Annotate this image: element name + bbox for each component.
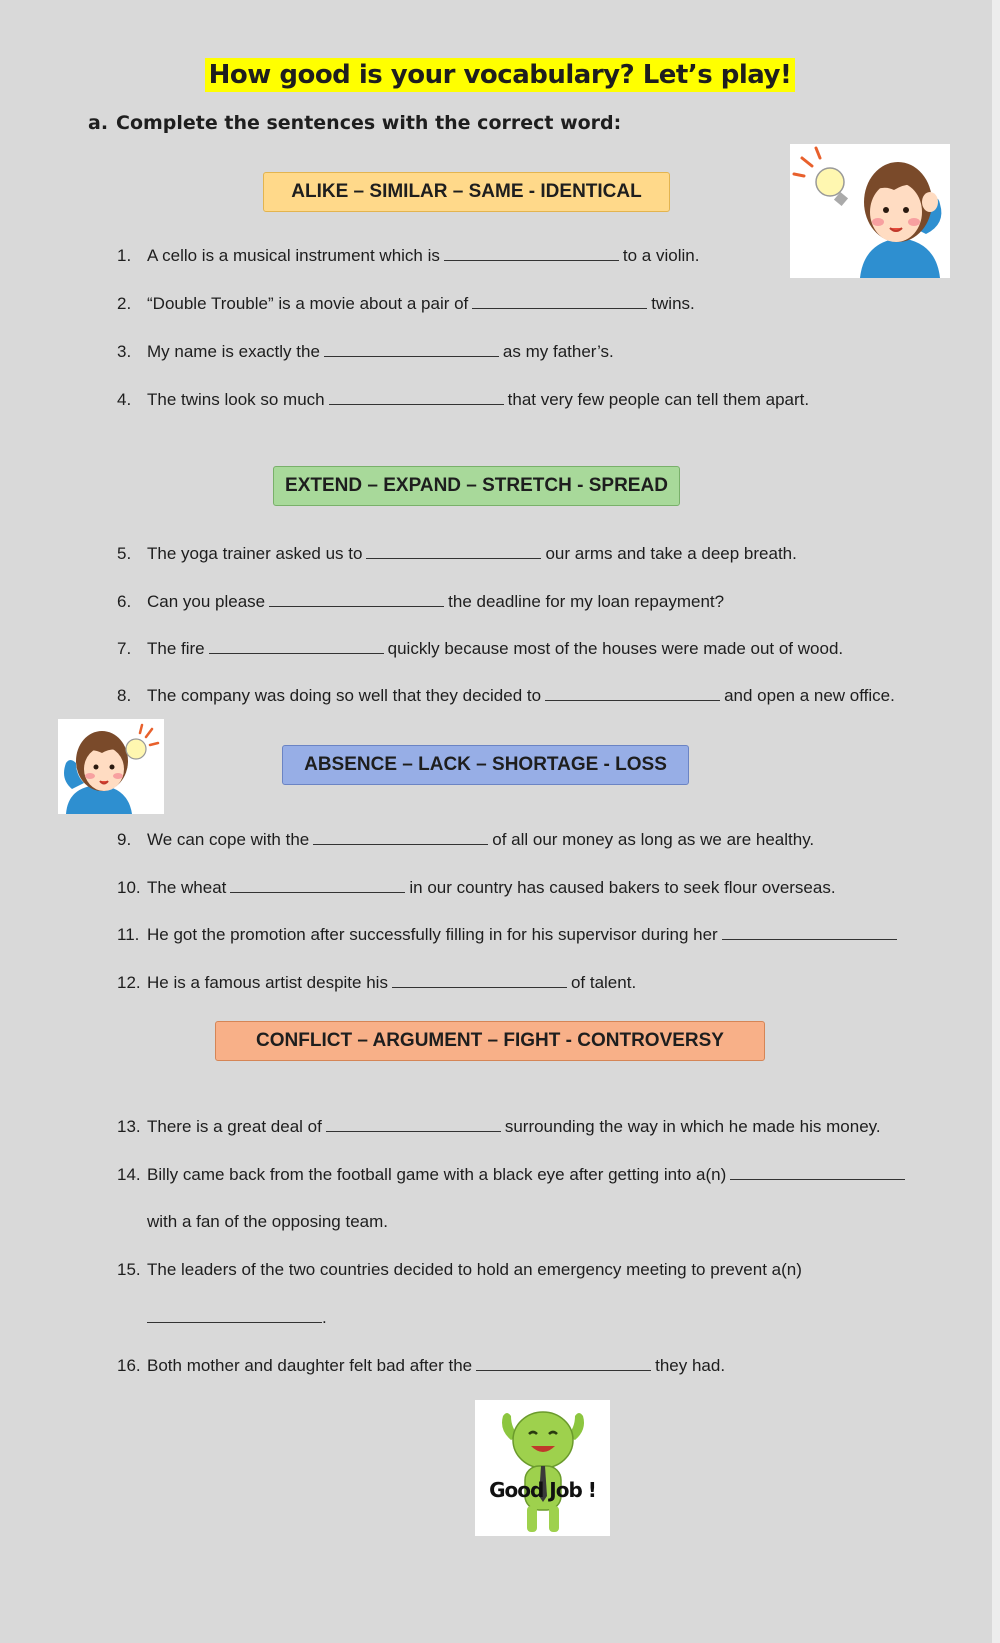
question-2 — [117, 294, 695, 314]
instruction — [88, 112, 621, 134]
question-text: My name is exactly the — [147, 342, 320, 361]
question-text: The wheat — [147, 878, 227, 897]
question-number: 4. — [117, 390, 132, 409]
question-text-after: twins. — [651, 294, 695, 313]
question-text: The fire — [147, 639, 205, 658]
question-number: 1. — [117, 246, 132, 265]
answer-blank[interactable] — [313, 830, 488, 845]
question-text: Both mother and daughter felt bad after the — [147, 1356, 473, 1375]
question-8 — [117, 686, 895, 706]
answer-blank[interactable] — [545, 686, 720, 701]
page-title — [0, 60, 1000, 90]
question-7 — [117, 639, 843, 659]
question-12 — [117, 973, 636, 993]
question-number: 5. — [117, 544, 132, 563]
question-text-after: the deadline for my loan repayment? — [448, 592, 725, 611]
question-15-continuation — [147, 1308, 327, 1328]
question-text: Billy came back from the football game with a black eye after getting into a(n) — [147, 1165, 727, 1184]
question-14-continuation: with a fan of the opposing team. — [147, 1212, 388, 1231]
lightbulb-icon — [816, 168, 844, 196]
question-15-end: . — [322, 1308, 327, 1327]
question-text: The twins look so much — [147, 390, 325, 409]
question-10 — [117, 878, 836, 898]
question-number: 12. — [117, 973, 141, 992]
title-text: How good is your vocabulary? Let’s play! — [205, 58, 796, 92]
instruction-text: Complete the sentences with the correct word: — [116, 112, 622, 134]
question-text-after: of talent. — [570, 973, 637, 992]
question-number: 13. — [117, 1117, 141, 1136]
word-box-extension: EXTEND – EXPAND – STRETCH - SPREAD — [273, 466, 680, 506]
question-text-after: to a violin. — [622, 246, 700, 265]
question-text: There is a great deal of — [147, 1117, 322, 1136]
question-text: The leaders of the two countries decided to hold an emergency meeting to prevent a(n) — [147, 1260, 802, 1279]
question-text-after: as my father’s. — [502, 342, 614, 361]
page-edge — [992, 0, 1000, 1643]
question-14 — [117, 1165, 909, 1185]
question-text: We can cope with the — [147, 830, 310, 849]
good-job-label: Good Job ! — [489, 1478, 596, 1502]
question-text: The yoga trainer asked us to — [147, 544, 363, 563]
question-number: 2. — [117, 294, 132, 313]
question-text: The company was doing so well that they decided to — [147, 686, 542, 705]
question-text: A cello is a musical instrument which is — [147, 246, 440, 265]
answer-blank[interactable] — [472, 294, 647, 309]
answer-blank[interactable] — [722, 925, 897, 940]
answer-blank[interactable] — [476, 1356, 651, 1371]
question-text-after: that very few people can tell them apart. — [507, 390, 810, 409]
question-number: 16. — [117, 1356, 141, 1375]
question-number: 6. — [117, 592, 132, 611]
question-text: He got the promotion after successfully filling in for his supervisor during her — [147, 925, 718, 944]
question-11 — [117, 925, 901, 945]
word-box-conflict: CONFLICT – ARGUMENT – FIGHT - CONTROVERSY — [215, 1021, 765, 1061]
question-number: 9. — [117, 830, 132, 849]
question-3 — [117, 342, 614, 362]
answer-blank[interactable] — [329, 390, 504, 405]
question-text-after: surrounding the way in which he made his money. — [504, 1117, 881, 1136]
question-text-after: of all our money as long as we are healthy. — [492, 830, 815, 849]
question-text: He is a famous artist despite his — [147, 973, 388, 992]
question-number: 8. — [117, 686, 132, 705]
question-number: 11. — [117, 925, 140, 944]
question-text: Can you please — [147, 592, 266, 611]
question-number: 3. — [117, 342, 132, 361]
question-9 — [117, 830, 814, 850]
lightbulb-icon — [126, 739, 146, 759]
question-4 — [117, 390, 809, 410]
word-box-similarity: ALIKE – SIMILAR – SAME - IDENTICAL — [263, 172, 670, 212]
question-text-after: in our country has caused bakers to seek flour overseas. — [409, 878, 836, 897]
question-text-after: our arms and take a deep breath. — [545, 544, 797, 563]
answer-blank[interactable] — [209, 639, 384, 654]
answer-blank[interactable] — [324, 342, 499, 357]
answer-blank[interactable] — [444, 246, 619, 261]
question-text-after: and open a new office. — [724, 686, 895, 705]
answer-blank[interactable] — [392, 973, 567, 988]
question-13 — [117, 1117, 881, 1137]
answer-blank[interactable] — [269, 592, 444, 607]
instruction-letter: a. — [88, 112, 109, 134]
thinking-girl-icon — [58, 719, 164, 814]
thinking-girl-icon — [790, 144, 950, 278]
question-text-after: they had. — [655, 1356, 726, 1375]
question-1 — [117, 246, 699, 266]
answer-blank[interactable] — [147, 1308, 322, 1323]
good-job-mascot-icon — [475, 1400, 610, 1536]
answer-blank[interactable] — [230, 878, 405, 893]
question-text: “Double Trouble” is a movie about a pair of — [147, 294, 469, 313]
question-number: 7. — [117, 639, 132, 658]
question-number: 15. — [117, 1260, 141, 1279]
word-box-absence: ABSENCE – LACK – SHORTAGE - LOSS — [282, 745, 689, 785]
question-16 — [117, 1356, 725, 1376]
answer-blank[interactable] — [366, 544, 541, 559]
question-5 — [117, 544, 797, 564]
question-number: 14. — [117, 1165, 141, 1184]
answer-blank[interactable] — [730, 1165, 905, 1180]
question-6 — [117, 592, 724, 612]
question-text-after: quickly because most of the houses were made out of wood. — [387, 639, 844, 658]
question-number: 10. — [117, 878, 141, 897]
answer-blank[interactable] — [326, 1117, 501, 1132]
question-15 — [117, 1260, 802, 1280]
